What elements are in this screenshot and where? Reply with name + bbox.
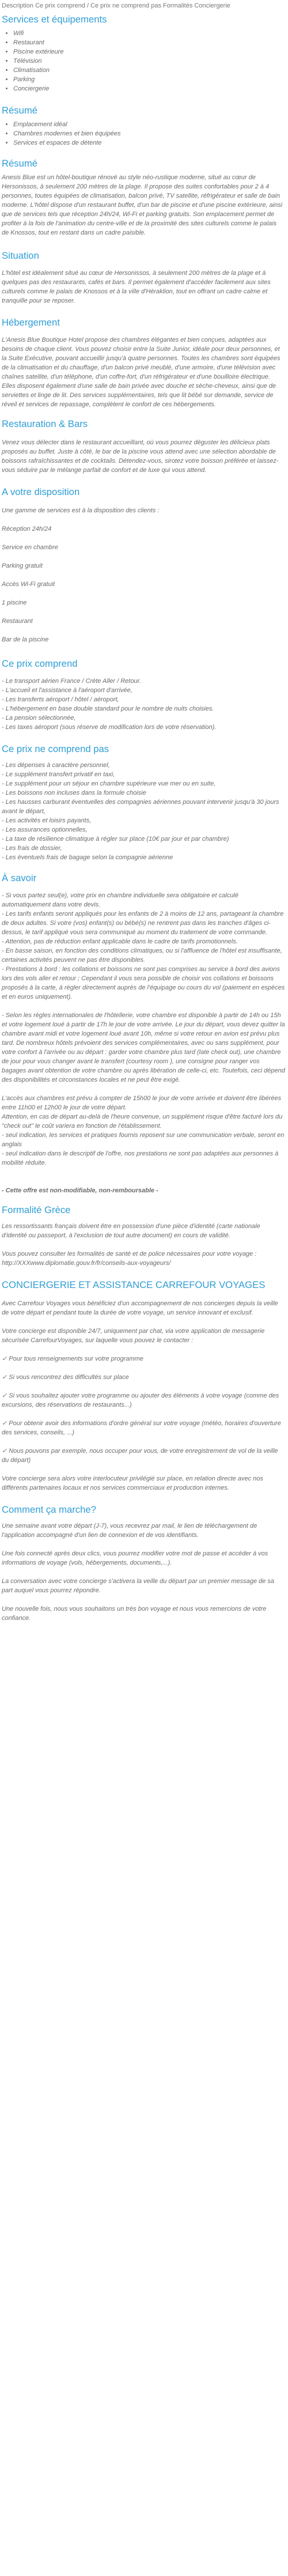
paragraph: - Prestations à bord : les collations et boissons ne sont pas comprises au service à bord des avions lors des vols aller et retour ; Cependant il vous sera possible de choisir vos collations et boissons proposés à la carte, à régler directement auprès de l'équipage ou cours du vol (paiement en espèces et en euros uniquement).	[2, 966, 285, 1000]
list-item: • Parking	[13, 75, 285, 84]
list-item: • Climatisation	[13, 66, 285, 75]
comment-text-4: Une nouvelle fois, nous vous souhaitons un très bon voyage et nous vous remercions de votre confiance.	[2, 1606, 267, 1622]
check-item: ✓ Si vous souhaitez ajouter votre programme ou ajouter des éléments à votre voyage (comme des excursions, des réservations de restaurants...)	[2, 1392, 279, 1408]
paragraph: - seul indication, les services et pratiques fournis reposent sur une communication verbale, seront en anglais	[2, 1132, 285, 1148]
list-item: - Le supplément pour un séjour en chambre supérieure vue mer ou en suite,	[2, 780, 216, 787]
necomprend-list	[2, 761, 285, 862]
list-item: - La taxe de résilience climatique à régler sur place (10€ par jour et par chambre)	[2, 836, 229, 843]
asavoir-text	[2, 891, 285, 1168]
paragraph: - En basse saison, en fonction des conditions climatiques, ou si l'affluence de l'hôtel est insuffisante, certaines activités peuvent ne pas être disponibles.	[2, 947, 282, 964]
resume-text: Anesis Blue est un hôtel-boutique rénové au style néo-rustique moderne, situé au cœur de Hersonissos, à seulement 200 mètres de la plage. Il propose des suites confortables pour 2 à 4 personnes, toutes équipées de climatisation, balcon privé, TV satellite, réfrigérateur et salle de bain moderne. L'hôtel dispose d'un restaurant buffet, d'un bar de piscine et d'une piscine extérieure, ainsi que de services tels que réception 24h/24, Wi-Fi et parking gratuits. Son emplacement permet de profiter à la fois de l'animation du centre-ville et de la proximité des sites culturels comme le palais de Knossos, tout en restant dans un cadre paisible.	[2, 174, 283, 236]
list-item: - Les taxes aéroport (sous réserve de modification lors de votre réservation).	[2, 724, 217, 731]
conciergerie-title: CONCIERGERIE ET ASSISTANCE CARREFOUR VOYAGES	[2, 1279, 266, 1290]
paragraph: - Selon les règles internationales de l'hôtellerie, votre chambre est disponible à partir de 14h ou 15h et votre logement loué à partir de 17h le jour de votre arrivée. Le jour du départ, vous devez quitter la chambre avant midi et votre logement loué avant 10h, même si votre retour en avion est prévu plus tard. De nombreux hôtels prévoient des services complémentaires, avec ou sans supplément, pour votre confort à l'arrivée ou au départ : garder votre chambre plus tard (late check out), une chambre de jour pour vous changer avant le transfert (courtesy room ), une consigne pour ranger vos bagages avant obtention de votre chambre ou après libération de celle-ci, etc. Toutefois, ceci dépend des disponibilités et circonstances locales et ne peut être exigé.	[2, 1012, 285, 1083]
list-item: - Le transport aérien France / Crète Aller / Retour.	[2, 678, 141, 685]
paragraph: Attention, en cas de départ au-delà de l'heure convenue, un supplément risque d'être facturé lors du "check out" le coût variera en fonction de l'établissement.	[2, 1113, 283, 1130]
services-title: Services et équipements	[2, 14, 107, 25]
list-item: - L'accueil et l'assistance à l'aéroport d'arrivée,	[2, 687, 132, 694]
comprend-title: Ce prix comprend	[2, 658, 78, 669]
comment-text-2: Une fois connecté après deux clics, vous pourrez modifier votre mot de passe et accéder à vos informations de voyage (vols, hébergements, documents,...).	[2, 1550, 268, 1566]
resume-list	[2, 120, 285, 148]
list-item: Accès Wi-Fi gratuit	[2, 581, 55, 588]
disposition-title: A votre disposition	[2, 486, 80, 497]
list-item: - Le supplément transfert privatif en taxi,	[2, 771, 115, 778]
paragraph: - Si vous partez seul(e), votre prix en chambre individuelle sera obligatoire et calculé automatiquement dans votre devis.	[2, 892, 238, 908]
list-item: - Les dépenses à caractère personnel,	[2, 762, 110, 769]
list-item: - Les boissons non incluses dans la formule choisie	[2, 790, 146, 796]
conciergerie-text-2: Votre concierge est disponible 24/7, uniquement par chat, via votre application de messagerie sécurisée CarrefourVoyages, sur laquelle vous pouvez le contacter :	[2, 1328, 265, 1344]
conciergerie-text-1: Avec Carrefour Voyages vous bénéficiez d'un accompagnement de nos concierges depuis la veille de votre départ et pendant toute la durée de votre voyage, un service innovant et exclusif.	[2, 1300, 278, 1316]
list-item: - Les activités et loisirs payants,	[2, 817, 92, 824]
comment-text-3: La conversation avec votre concierge s'activera la veille du départ par un premier message de sa part auquel vous pourrez répondre.	[2, 1578, 274, 1594]
list-item: • Chambres modernes et bien équipées	[13, 129, 285, 138]
list-item: • Conciergerie	[13, 84, 285, 93]
resume-title-2: Résumé	[2, 158, 38, 169]
list-item: Service en chambre	[2, 544, 58, 551]
comment-title: Comment ça marche?	[2, 1504, 96, 1515]
disposition-list	[2, 506, 285, 644]
hebergement-title: Hébergement	[2, 317, 60, 328]
situation-title: Situation	[2, 250, 39, 261]
list-item: - Les assurances optionnelles,	[2, 826, 88, 833]
conciergerie-list	[2, 1354, 285, 1465]
formalite-text-2[interactable]: Vous pouvez consulter les formalités de santé et de police nécessaires pour votre voyage : http://XXXwww.diplomatie.gouv.fr/fr/conseils-aux-voyageurs/	[2, 1251, 257, 1267]
list-item: • Télévision	[13, 56, 285, 66]
situation-text: L'hôtel est idéalement situé au cœur de Hersonissos, à seulement 200 mètres de la plage et à quelques pas des restaurants, cafés et bars. Il permet également d'accéder facilement aux sites culturels comme le palais de Knossos et à la ville d'Héraklion, tout en offrant un cadre calme et tranquille pour se reposer.	[2, 270, 271, 304]
list-item: • Piscine extérieure	[13, 47, 285, 56]
list-item: • Emplacement idéal	[13, 120, 285, 129]
list-item: • Services et espaces de détente	[13, 138, 285, 148]
paragraph: - seul indication dans le descriptif de l'offre, nos prestations ne sont pas adaptées aux personnes à mobilité réduite.	[2, 1150, 279, 1166]
conciergerie-text-3: Votre concierge sera alors votre interlocuteur privilégié sur place, en relation directe avec nos différents partenaires locaux et nos services commerciaux et production internes.	[2, 1475, 263, 1491]
paragraph: - Attention, pas de réduction enfant applicable dans le cadre de tarifs promotionnels.	[2, 938, 238, 945]
list-item: - L'hébergement en base double standard pour le nombre de nuits choisies.	[2, 705, 214, 712]
necomprend-title: Ce prix ne comprend pas	[2, 743, 109, 754]
list-item: - Les transferts aéroport / hôtel / aéroport,	[2, 696, 119, 703]
check-item: ✓ Pour tous renseignements sur votre programme	[2, 1355, 143, 1362]
paragraph: - Les tarifs enfants seront appliqués pour les enfants de 2 à moins de 12 ans, partageant la chambre de deux adultes. Si votre (vos) enfant(s) ou bébé(s) ne rentrent pas dans les tranches d'âges ci-dessus, le tarif appliqué vous sera communiqué au moment du traitement de votre commande.	[2, 911, 284, 936]
hebergement-text: L'Anesis Blue Boutique Hotel propose des chambres élégantes et bien conçues, adaptées aux besoins de chaque client. Vous pouvez choisir entre la Suite Junior, idéale pour deux personnes, et la Suite Exécutive, pouvant accueillir jusqu'à quatre personnes. Toutes les chambres sont équipées de la climatisation et du chauffage, d'un balcon privé meublé, d'une armoire, d'une télévision avec chaînes satellite, d'un téléphone, d'un coffre-fort, d'un réfrigérateur et d'une bouilloire électrique. Elles disposent également d'une salle de bain privée avec douche et sèche-cheveux, ainsi que de serviettes et linge de lit. Des services supplémentaires, tels que lit bébé sur demande, service de réveil et services de repassage, complètent le confort de ces hébergements.	[2, 337, 281, 408]
list-item: • Restaurant	[13, 38, 285, 47]
list-item: - Les hausses carburant éventuelles des compagnies aériennes pouvant intervenir jusqu'à 30 jours avant le départ,	[2, 799, 279, 815]
paragraph: L'accès aux chambres est prévu à compter de 15h00 le jour de votre arrivée et doivent être libérées entre 11h00 et 12h00 le jour de votre départ.	[2, 1095, 282, 1111]
non-refundable-note: - Cette offre est non-modifiable, non-remboursable -	[2, 1187, 158, 1194]
resume-title: Résumé	[2, 105, 38, 116]
comprend-list	[2, 677, 285, 732]
restauration-title: Restauration & Bars	[2, 418, 88, 429]
services-list	[2, 29, 285, 93]
list-item: • Wifi	[13, 29, 285, 38]
list-item: - Les frais de dossier,	[2, 845, 62, 852]
list-item: - Les éventuels frais de bagage selon la compagnie aérienne	[2, 854, 173, 861]
check-item: ✓ Pour obtenir avoir des informations d'ordre général sur votre voyage (météo, horaires d'ouverture des services, conseils, ...)	[2, 1420, 281, 1436]
restauration-text: Venez vous délecter dans le restaurant accueillant, où vous pourrez déguster les délicieux plats proposés au buffet. Juste à côté, le bar de la piscine vous attend avec une sélection abordable de boissons rafraîchissantes et de cocktails. Détendez-vous, sirotez votre boisson préférée et laissez-vous séduire par le mélange parfait de confort et de luxe qui vous attend.	[2, 439, 279, 474]
list-item: - La pension sélectionnée,	[2, 715, 76, 722]
list-item: Restaurant	[2, 618, 33, 625]
list-item: Parking gratuit	[2, 562, 43, 569]
list-item: Réception 24h/24	[2, 526, 52, 532]
list-item: Bar de la piscine	[2, 636, 49, 643]
breadcrumb[interactable]: Description Ce prix comprend / Ce prix ne comprend pas Formalités Conciergerie	[2, 2, 230, 9]
list-item: 1 piscine	[2, 599, 27, 606]
formalite-text-1: Les ressortissants français doivent être en possession d'une pièce d'identité (carte nationale d'identité ou passeport, à l'exclusion de tout autre document) en cours de validité.	[2, 1223, 260, 1239]
check-item: ✓ Nous pouvons par exemple, nous occuper pour vous, de votre enregistrement de vol de la veille du départ)	[2, 1448, 278, 1464]
disposition-intro: Une gamme de services est à la disposition des clients :	[2, 507, 160, 514]
formalite-title: Formalité Grèce	[2, 1204, 71, 1215]
comment-text-1: Une semaine avant votre départ (J-7), vous recevrez par mail, le lien de téléchargement de l'application accompagné d'un lien de connexion et de vos identifiants.	[2, 1523, 257, 1539]
check-item: ✓ Si vous rencontrez des difficultés sur place	[2, 1374, 129, 1381]
asavoir-title: À savoir	[2, 872, 37, 883]
